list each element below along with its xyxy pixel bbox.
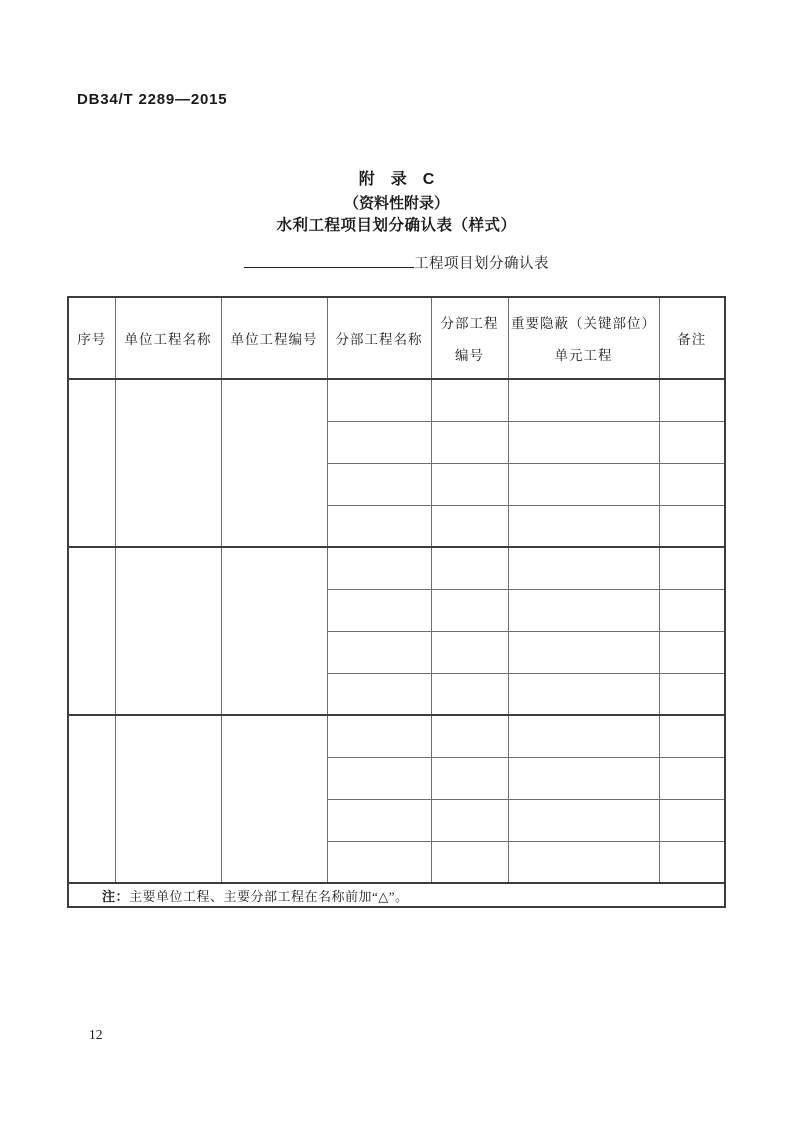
serial-cell [68,547,115,715]
header-division-code-lines [432,312,508,364]
division-name-cell [327,673,431,715]
key-unit-cell [508,715,659,757]
division-code-cell [431,799,508,841]
header-unit-name [115,297,221,379]
division-code-cell [431,463,508,505]
remark-cell [659,757,725,799]
key-unit-cell [508,673,659,715]
confirm-title-label: 工程项目划分确认表 [414,256,549,272]
header-serial [68,297,115,379]
remark-cell [659,841,725,883]
key-unit-cell [508,463,659,505]
unit-code-cell [221,379,327,547]
appendix-title: 附 录 C [358,171,435,188]
division-code-cell [431,589,508,631]
division-name-cell [327,757,431,799]
remark-cell [659,589,725,631]
division-code-cell [431,505,508,547]
remark-cell [659,799,725,841]
division-name-cell [327,589,431,631]
standard-code: DB34/T 2289—2015 [77,91,228,108]
division-code-cell [431,631,508,673]
unit-code-cell [221,547,327,715]
remark-cell [659,463,725,505]
remark-cell [659,715,725,757]
table-footer [68,883,725,907]
division-code-cell [431,379,508,421]
key-unit-cell [508,841,659,883]
header-unit-name-label: 单位工程名称 [124,332,212,347]
header-serial-label: 序号 [77,332,107,347]
note-cell [68,883,725,907]
division-name-cell [327,379,431,421]
division-name-cell [327,841,431,883]
header-remarks [659,297,725,379]
note-prefix: 注： [102,888,130,904]
header-key-unit-line1: 重要隐蔽（关键部位） [511,316,656,331]
header-division-code-line2: 编号 [455,348,484,363]
header-unit-code [221,297,327,379]
header-division-name-label: 分部工程名称 [335,332,423,347]
key-unit-cell [508,799,659,841]
key-unit-cell [508,547,659,589]
key-unit-cell [508,631,659,673]
header-division-code-line1: 分部工程 [440,316,499,331]
division-code-cell [431,421,508,463]
table-row [68,715,725,757]
header-key-unit [508,297,659,379]
division-name-cell [327,505,431,547]
project-name-blank [244,267,414,268]
unit-name-cell [115,547,221,715]
key-unit-cell [508,421,659,463]
division-code-cell [431,841,508,883]
note-text: 主要单位工程、主要分部工程在名称前加“△”。 [129,888,409,904]
table-body [68,379,725,883]
unit-code-cell [221,715,327,883]
header-division-name [327,297,431,379]
division-code-cell [431,673,508,715]
division-name-cell [327,463,431,505]
division-name-cell [327,715,431,757]
header-key-unit-line2: 单元工程 [554,348,613,363]
key-unit-cell [508,589,659,631]
remark-cell [659,673,725,715]
division-code-cell [431,757,508,799]
header-division-code [431,297,508,379]
project-division-table [67,296,726,908]
appendix-subtitle: （资料性附录） [343,195,449,212]
table-row [68,379,725,421]
remark-cell [659,505,725,547]
serial-cell [68,379,115,547]
page-number: 12 [89,1027,103,1042]
key-unit-cell [508,757,659,799]
division-code-cell [431,715,508,757]
remark-cell [659,547,725,589]
key-unit-cell [508,505,659,547]
remark-cell [659,421,725,463]
table-row [68,547,725,589]
remark-cell [659,631,725,673]
serial-cell [68,715,115,883]
header-unit-code-label: 单位工程编号 [230,332,318,347]
note-row [68,883,725,907]
form-title: 水利工程项目划分确认表（样式） [276,217,517,234]
confirm-title-line [0,252,793,273]
division-name-cell [327,547,431,589]
table-header [68,297,725,379]
unit-name-cell [115,715,221,883]
unit-name-cell [115,379,221,547]
division-name-cell [327,799,431,841]
header-key-unit-lines [509,312,659,364]
division-code-cell [431,547,508,589]
key-unit-cell [508,379,659,421]
header-remarks-label: 备注 [677,332,707,347]
remark-cell [659,379,725,421]
header-row [68,297,725,379]
division-name-cell [327,631,431,673]
division-name-cell [327,421,431,463]
